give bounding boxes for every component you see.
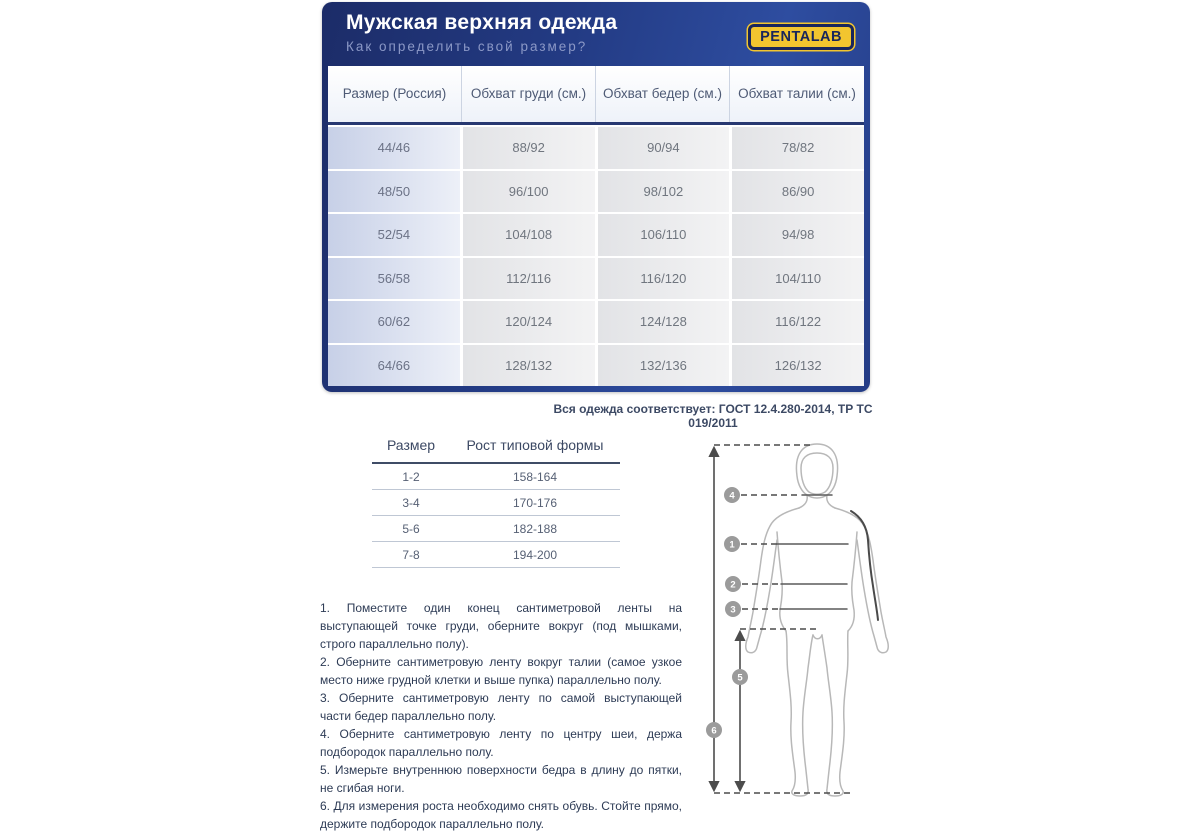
figure-marker-6-label: 6 <box>711 725 717 737</box>
height-table <box>372 437 620 568</box>
instruction-item: 1. Поместите один конец сантиметровой ленты на выступающей точке груди, оберните вокруг (под мышками, строго параллельно полу). <box>320 601 682 651</box>
table-cell: 106/110 <box>598 214 730 256</box>
panel-header <box>322 2 870 66</box>
page-title: Мужская верхняя одежда <box>346 11 618 34</box>
table-cell: 7-8 <box>402 547 420 562</box>
table-cell: 104/108 <box>463 214 595 256</box>
table-cell: 86/90 <box>732 171 864 213</box>
table-cell: 60/62 <box>328 301 460 343</box>
man-silhouette <box>746 444 889 796</box>
column-header-chest: Обхват груди (см.) <box>462 66 596 122</box>
table-cell: 3-4 <box>402 495 420 510</box>
table-cell: 116/122 <box>732 301 864 343</box>
page-subtitle: Как определить свой размер? <box>346 39 588 54</box>
column-header-hips: Обхват бедер (см.) <box>596 66 730 122</box>
column-header-size-number: Размер <box>386 437 436 453</box>
table-cell: 124/128 <box>598 301 730 343</box>
column-header-height: Рост типовой формы <box>466 437 604 453</box>
compliance-note: Вся одежда соответствует: ГОСТ 12.4.280-2014, ТР ТС 019/2011 <box>553 402 873 430</box>
instructions-list <box>320 599 682 833</box>
table-cell: 52/54 <box>328 214 460 256</box>
table-cell: 64/66 <box>328 345 460 387</box>
table-row <box>372 542 620 568</box>
table-cell: 44/46 <box>328 127 460 169</box>
table-cell: 170-176 <box>512 495 558 510</box>
instruction-item: 5. Измерьте внутреннюю поверхности бедра в длину до пятки, не сгибая ноги. <box>320 763 682 795</box>
instruction-item: 4. Оберните сантиметровую ленту по центру шеи, держа подбородок параллельно полу. <box>320 727 682 759</box>
figure-marker-5-label: 5 <box>737 672 743 684</box>
figure-marker-1-label: 1 <box>729 539 735 551</box>
column-header-waist: Обхват талии (см.) <box>738 86 856 101</box>
column-header-size: Размер (Россия) <box>328 66 462 122</box>
size-table-header <box>328 66 864 122</box>
table-cell: 96/100 <box>463 171 595 213</box>
table-row <box>372 464 620 490</box>
table-row <box>328 171 864 213</box>
table-row <box>328 258 864 300</box>
table-cell: 48/50 <box>328 171 460 213</box>
figure-marker-2-label: 2 <box>730 579 736 591</box>
table-cell: 126/132 <box>732 345 864 387</box>
table-cell: 116/120 <box>598 258 730 300</box>
table-row <box>372 490 620 516</box>
table-cell: 5-6 <box>402 521 420 536</box>
figure-marker-4-label: 4 <box>729 490 735 502</box>
table-cell: 112/116 <box>463 258 595 300</box>
table-cell: 120/124 <box>463 301 595 343</box>
table-cell: 1-2 <box>402 469 420 484</box>
table-cell: 56/58 <box>328 258 460 300</box>
body-measurement-figure <box>690 432 960 800</box>
table-cell: 78/82 <box>732 127 864 169</box>
table-cell: 104/110 <box>732 258 864 300</box>
table-cell: 88/92 <box>463 127 595 169</box>
instruction-item: 2. Оберните сантиметровую ленту вокруг талии (самое узкое место ниже грудной клетки и выше пупка) параллельно полу. <box>320 655 682 687</box>
figure-diagram <box>690 432 960 800</box>
table-cell: 132/136 <box>598 345 730 387</box>
table-cell: 94/98 <box>732 214 864 256</box>
table-cell: 194-200 <box>512 547 558 562</box>
table-cell: 98/102 <box>598 171 730 213</box>
figure-marker-3-label: 3 <box>730 604 736 616</box>
instruction-item: 6. Для измерения роста необходимо снять обувь. Стойте прямо, держите подбородок параллельно полу. <box>320 799 682 831</box>
size-table <box>328 66 864 386</box>
table-cell: 158-164 <box>512 469 558 484</box>
table-row <box>328 214 864 256</box>
table-row <box>328 127 864 169</box>
size-chart-panel <box>322 2 870 392</box>
table-row <box>372 516 620 542</box>
table-cell: 182-188 <box>512 521 558 536</box>
instruction-item: 3. Оберните сантиметровую ленту по самой выступающей части бедер параллельно полу. <box>320 691 682 723</box>
table-cell: 128/132 <box>463 345 595 387</box>
size-table-body <box>328 125 864 386</box>
table-row <box>328 345 864 387</box>
brand-logo: PENTALAB <box>748 24 854 50</box>
figure-markers <box>706 487 748 738</box>
height-table-header <box>372 437 620 464</box>
table-row <box>328 301 864 343</box>
table-cell: 90/94 <box>598 127 730 169</box>
